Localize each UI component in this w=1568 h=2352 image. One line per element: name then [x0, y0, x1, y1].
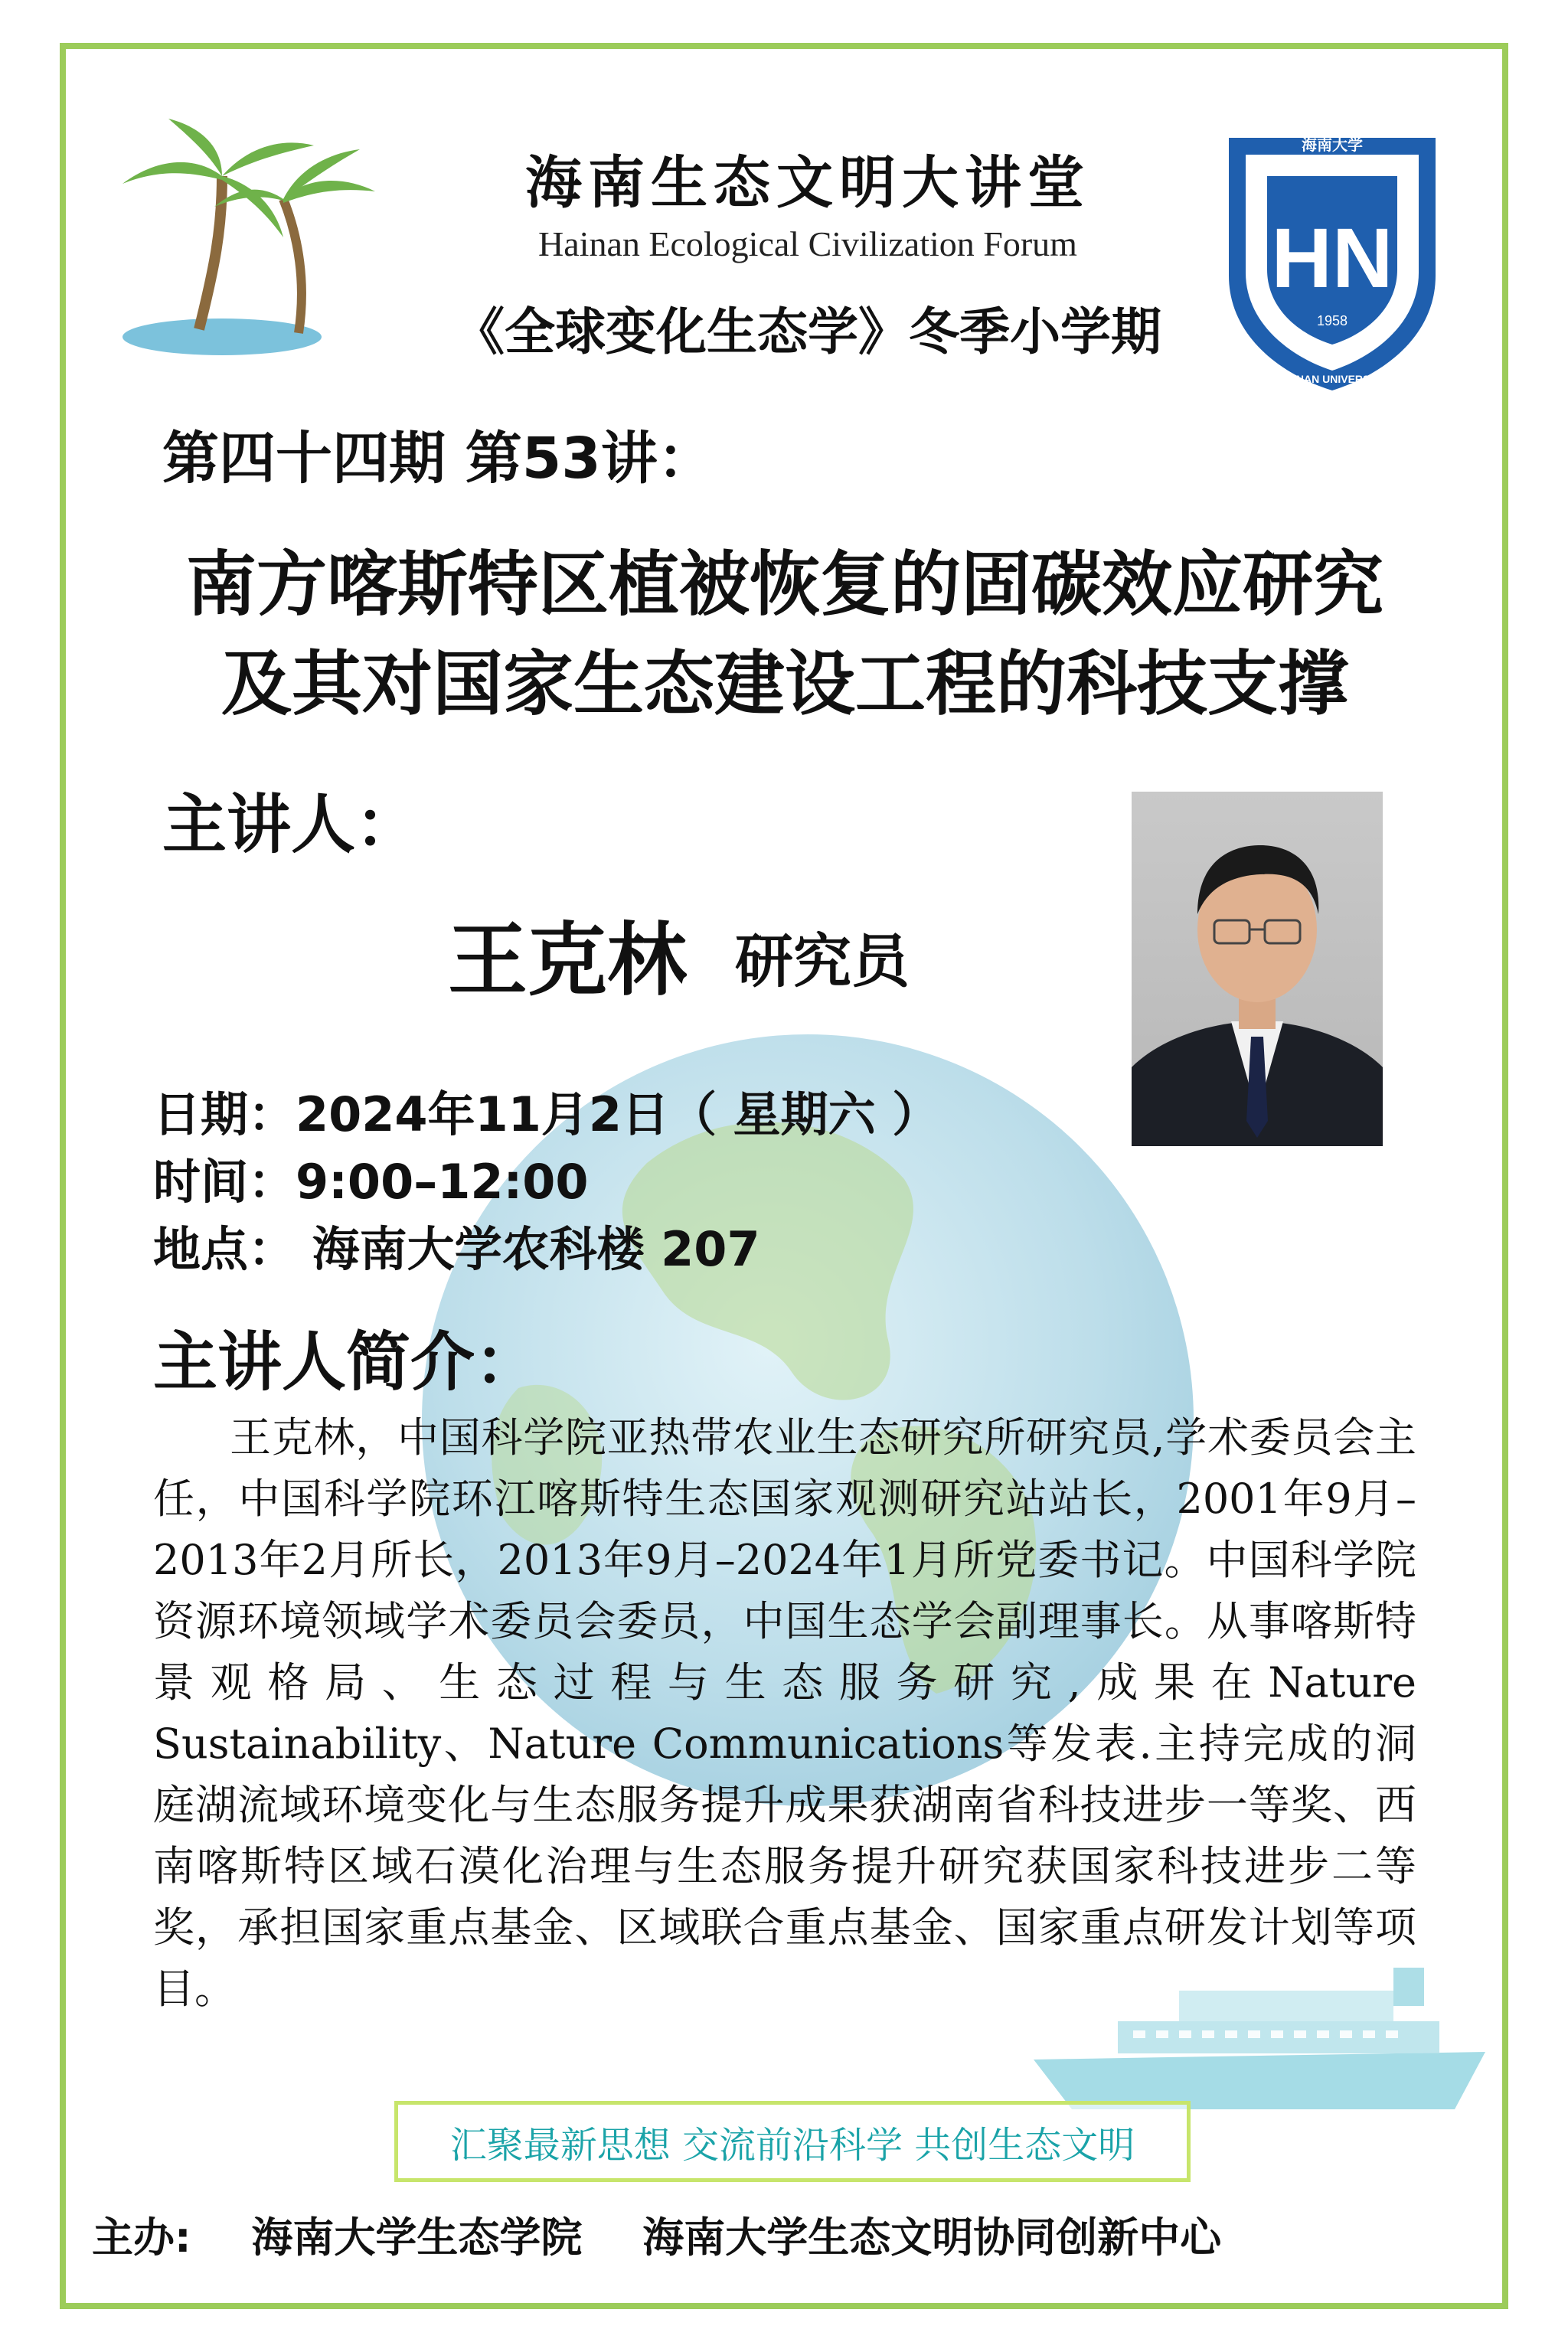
slogan-box — [394, 2101, 1191, 2182]
speaker-bio: 王克林，中国科学院亚热带农业生态研究所研究员,学术委员会主任，中国科学院环江喀斯特生态国家观测研究站站长，2001年9月–2013年2月所长，2013年9月–2024年1月所党委书记。中国科学院资源环境领域学术委员会委员，中国生态学会副理事长。从事喀斯特景观格局、生态过程与生态服务研究,成果在Nature Sustainability、Nature Communications等发表.主持完成的洞庭湖流域环境变化与生态服务提升成果获湖南省科技进步一等奖、西南喀斯特区域石漠化治理与生态服务提升研究获国家科技进步二等奖，承担国家重点基金、区域联合重点基金、国家重点研发计划等项目。 — [153, 1413, 1416, 2013]
logo-english-name: HAINAN UNIVERSITY — [1277, 373, 1387, 385]
intro-label: 主讲人简介： — [153, 1325, 540, 1400]
lecture-title-line2: 及其对国家生态建设工程的科技支撑 — [220, 642, 1348, 725]
event-date: 日期：2024年11月2日（ 星期六 ） — [153, 1086, 940, 1142]
speaker-photo — [1132, 792, 1383, 1146]
slogan-text: 汇聚最新思想 交流前沿科学 共创生态文明 — [449, 2123, 1135, 2167]
speaker-label: 主讲人： — [162, 787, 420, 862]
logo-chinese-name: 海南大学 — [1302, 136, 1363, 154]
issue-number: 第四十四期 第53讲： — [162, 426, 714, 492]
logo-year: 1958 — [1316, 313, 1348, 328]
speaker-rank: 研究员 — [735, 927, 910, 995]
palm-tree-illustration — [107, 115, 413, 360]
organizer-2: 海南大学生态文明协同创新中心 — [642, 2213, 1222, 2262]
event-time: 时间：9:00–12:00 — [153, 1154, 589, 1210]
speaker-name: 王克林 — [448, 913, 688, 1007]
hainan-university-logo — [1214, 122, 1451, 398]
speaker-portrait-icon — [1132, 792, 1383, 1146]
event-location: 地点： 海南大学农科楼 207 — [153, 1221, 760, 1277]
organizer-1: 海南大学生态学院 — [251, 2213, 583, 2262]
forum-title: 海南生态文明大讲堂 — [525, 150, 1090, 216]
lecture-title-line1: 南方喀斯特区植被恢复的固碳效应研究 — [185, 543, 1383, 626]
organizer-label: 主办: — [92, 2213, 191, 2262]
semester-title: 《全球变化生态学》冬季小学期 — [454, 302, 1161, 361]
organizer-line — [92, 2205, 1267, 2264]
logo-letters: HN — [1271, 211, 1393, 305]
forum-title-english: Hainan Ecological Civilization Forum — [538, 224, 1077, 263]
